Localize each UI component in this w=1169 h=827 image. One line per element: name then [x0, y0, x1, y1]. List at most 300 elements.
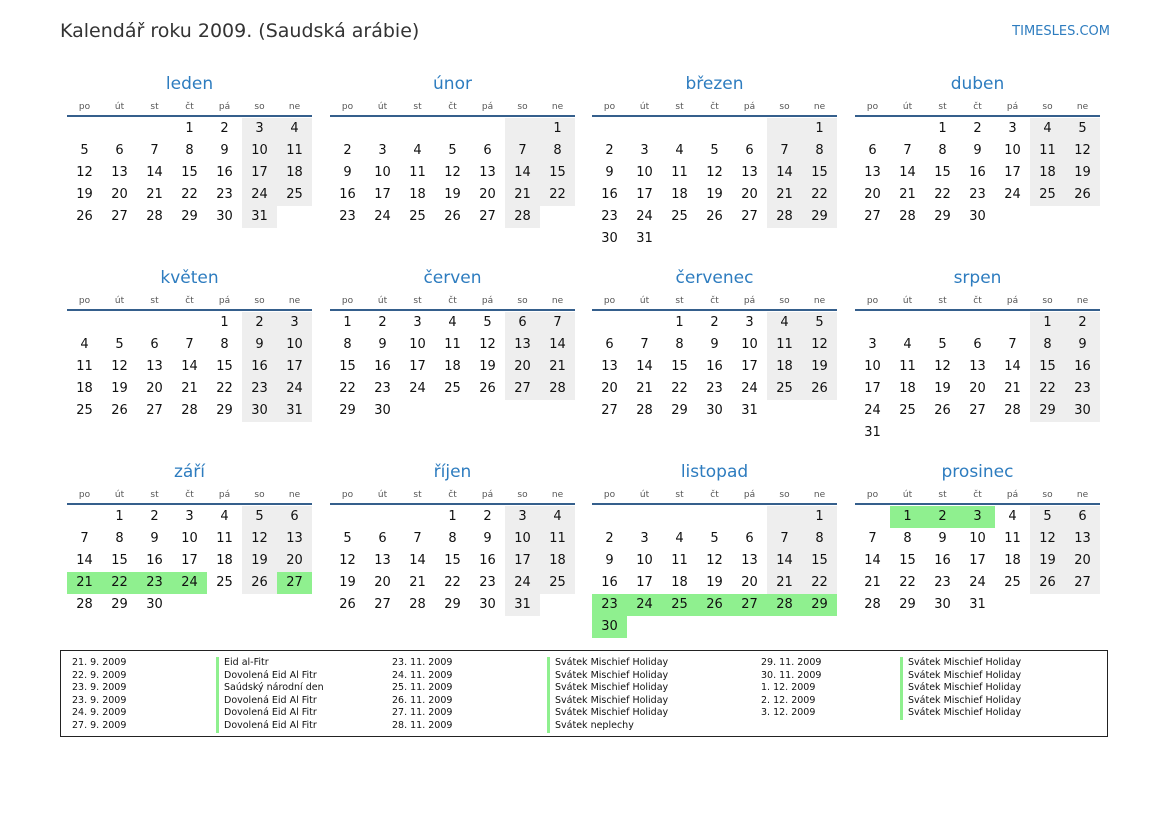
- day-cell: 13: [1065, 528, 1100, 550]
- day-cell: 25: [444, 381, 461, 396]
- day-cell: 28: [864, 597, 881, 612]
- weekday-header: [330, 101, 575, 117]
- day-cell: 29: [181, 209, 198, 224]
- holiday-date: 24. 11. 2009: [392, 669, 453, 681]
- holiday-day: 22: [102, 572, 137, 594]
- day-cell: 15: [540, 162, 575, 184]
- weekday-header: [855, 489, 1100, 505]
- day-cell: 28: [76, 597, 93, 612]
- day-cell: 5: [802, 312, 837, 334]
- day-cell: 11: [76, 359, 93, 374]
- day-cell: 20: [864, 187, 881, 202]
- day-cell: 2: [150, 509, 159, 524]
- weekday-label: ne: [288, 102, 301, 112]
- weekday-label: út: [902, 490, 913, 500]
- day-cell: 15: [671, 359, 688, 374]
- day-cell: 26: [242, 572, 277, 594]
- legend-row: [761, 707, 1022, 720]
- day-cell: 9: [343, 165, 352, 180]
- day-cell: 10: [409, 337, 426, 352]
- month-name: srpen: [953, 268, 1002, 288]
- legend-column: [761, 657, 1022, 720]
- day-cell: 24: [741, 381, 758, 396]
- weekday-label: čt: [973, 102, 982, 112]
- empty-cell: [855, 118, 890, 140]
- day-cell: 12: [802, 334, 837, 356]
- day-cell: 16: [969, 165, 986, 180]
- day-cell: 10: [1004, 143, 1021, 158]
- holiday-day: 30: [592, 616, 627, 638]
- day-cell: 11: [444, 337, 461, 352]
- day-cell: 22: [802, 184, 837, 206]
- holiday-date: 21. 9. 2009: [72, 657, 127, 668]
- day-cell: 3: [242, 118, 277, 140]
- day-cell: 20: [1065, 550, 1100, 572]
- day-cell: 7: [640, 337, 649, 352]
- day-cell: 19: [934, 381, 951, 396]
- day-cell: 6: [745, 531, 754, 546]
- day-cell: 16: [706, 359, 723, 374]
- day-cell: 27: [479, 209, 496, 224]
- day-grid: [330, 118, 575, 228]
- weekday-label: čt: [710, 102, 719, 112]
- weekday-label: ne: [551, 102, 564, 112]
- day-cell: 11: [277, 140, 312, 162]
- month-block: [592, 268, 837, 422]
- site-link[interactable]: TIMESLES.COM: [1012, 24, 1110, 39]
- day-cell: 16: [601, 575, 618, 590]
- day-cell: 18: [76, 381, 93, 396]
- holiday-date: 3. 12. 2009: [761, 707, 816, 719]
- day-cell: 4: [80, 337, 89, 352]
- empty-cell: [592, 506, 627, 528]
- day-cell: 28: [899, 209, 916, 224]
- day-cell: 8: [903, 531, 912, 546]
- day-cell: 14: [540, 334, 575, 356]
- day-cell: 16: [339, 187, 356, 202]
- day-cell: 30: [479, 597, 496, 612]
- day-cell: 4: [675, 531, 684, 546]
- day-cell: 21: [636, 381, 653, 396]
- day-cell: 14: [1004, 359, 1021, 374]
- holiday-name: Svátek Mischief Holiday: [547, 695, 668, 708]
- weekday-label: po: [866, 102, 879, 112]
- day-cell: 11: [1004, 531, 1021, 546]
- day-cell: 22: [899, 575, 916, 590]
- day-cell: 29: [444, 597, 461, 612]
- day-cell: 8: [802, 140, 837, 162]
- day-cell: 5: [448, 143, 457, 158]
- day-cell: 26: [76, 209, 93, 224]
- month-name: duben: [950, 74, 1005, 94]
- holiday-date: 25. 11. 2009: [392, 682, 453, 694]
- holiday-date: 23. 9. 2009: [72, 682, 127, 694]
- holiday-date: 28. 11. 2009: [392, 719, 453, 731]
- day-cell: 10: [181, 531, 198, 546]
- day-cell: 27: [374, 597, 391, 612]
- day-cell: 15: [339, 359, 356, 374]
- day-cell: 5: [1030, 506, 1065, 528]
- day-grid: [330, 312, 575, 422]
- weekday-label: út: [639, 102, 650, 112]
- holiday-day: 27: [277, 572, 312, 594]
- day-cell: 16: [146, 553, 163, 568]
- legend-row: [761, 682, 1022, 695]
- weekday-label: st: [150, 296, 159, 306]
- month-name: únor: [433, 74, 472, 94]
- empty-cell: [767, 118, 802, 140]
- day-cell: 17: [969, 553, 986, 568]
- day-cell: 18: [277, 162, 312, 184]
- day-cell: 25: [76, 403, 93, 418]
- weekday-label: po: [866, 490, 879, 500]
- day-cell: 10: [277, 334, 312, 356]
- day-cell: 1: [802, 506, 837, 528]
- empty-cell: [67, 118, 102, 140]
- weekday-label: pá: [481, 296, 494, 306]
- day-cell: 1: [1030, 312, 1065, 334]
- holiday-name: Eid al-Fitr: [216, 657, 269, 670]
- day-cell: 5: [80, 143, 89, 158]
- day-cell: 25: [767, 378, 802, 400]
- holiday-date: 23. 11. 2009: [392, 657, 453, 668]
- day-cell: 9: [378, 337, 387, 352]
- day-cell: 20: [374, 575, 391, 590]
- day-cell: 2: [242, 312, 277, 334]
- day-cell: 25: [1004, 575, 1021, 590]
- weekday-label: ne: [288, 490, 301, 500]
- day-cell: 6: [745, 143, 754, 158]
- weekday-label: so: [254, 102, 265, 112]
- empty-cell: [435, 118, 470, 140]
- empty-cell: [855, 506, 890, 528]
- day-cell: 13: [479, 165, 496, 180]
- day-cell: 29: [111, 597, 128, 612]
- day-cell: 24: [1004, 187, 1021, 202]
- day-cell: 2: [605, 143, 614, 158]
- day-cell: 21: [1004, 381, 1021, 396]
- day-cell: 3: [505, 506, 540, 528]
- day-cell: 20: [146, 381, 163, 396]
- day-cell: 13: [741, 553, 758, 568]
- empty-cell: [330, 118, 365, 140]
- day-cell: 24: [374, 209, 391, 224]
- day-cell: 24: [242, 184, 277, 206]
- day-cell: 10: [374, 165, 391, 180]
- day-cell: 31: [636, 231, 653, 246]
- day-cell: 11: [409, 165, 426, 180]
- day-cell: 26: [111, 403, 128, 418]
- day-cell: 4: [1008, 509, 1017, 524]
- day-cell: 5: [938, 337, 947, 352]
- day-cell: 18: [899, 381, 916, 396]
- day-cell: 5: [343, 531, 352, 546]
- weekday-label: st: [675, 296, 684, 306]
- day-cell: 3: [277, 312, 312, 334]
- day-cell: 26: [479, 381, 496, 396]
- day-cell: 9: [1065, 334, 1100, 356]
- day-cell: 4: [277, 118, 312, 140]
- day-cell: 8: [220, 337, 229, 352]
- weekday-header: [855, 295, 1100, 311]
- empty-cell: [102, 118, 137, 140]
- weekday-label: čt: [448, 296, 457, 306]
- day-cell: 16: [1065, 356, 1100, 378]
- day-cell: 19: [802, 356, 837, 378]
- holiday-date: 24. 9. 2009: [72, 707, 127, 719]
- day-cell: 6: [483, 143, 492, 158]
- day-cell: 8: [448, 531, 457, 546]
- day-cell: 23: [934, 575, 951, 590]
- day-cell: 24: [969, 575, 986, 590]
- weekday-label: út: [639, 296, 650, 306]
- weekday-label: ne: [551, 490, 564, 500]
- day-cell: 30: [601, 231, 618, 246]
- day-cell: 14: [409, 553, 426, 568]
- day-cell: 23: [479, 575, 496, 590]
- weekday-label: pá: [1006, 102, 1019, 112]
- day-cell: 7: [868, 531, 877, 546]
- day-cell: 25: [671, 209, 688, 224]
- day-cell: 21: [864, 575, 881, 590]
- day-cell: 27: [505, 378, 540, 400]
- day-cell: 31: [242, 206, 277, 228]
- empty-cell: [137, 118, 172, 140]
- day-cell: 12: [706, 553, 723, 568]
- day-cell: 4: [220, 509, 229, 524]
- day-cell: 23: [601, 209, 618, 224]
- day-cell: 5: [483, 315, 492, 330]
- weekday-label: st: [675, 102, 684, 112]
- day-grid: [330, 506, 575, 616]
- day-cell: 20: [111, 187, 128, 202]
- day-cell: 25: [540, 572, 575, 594]
- day-cell: 24: [409, 381, 426, 396]
- day-cell: 7: [540, 312, 575, 334]
- day-cell: 20: [969, 381, 986, 396]
- day-cell: 22: [339, 381, 356, 396]
- day-cell: 22: [444, 575, 461, 590]
- day-cell: 11: [540, 528, 575, 550]
- holiday-day: 3: [960, 506, 995, 528]
- day-cell: 28: [1004, 403, 1021, 418]
- empty-cell: [592, 118, 627, 140]
- empty-cell: [400, 506, 435, 528]
- day-cell: 22: [671, 381, 688, 396]
- legend-row: [392, 657, 669, 670]
- day-cell: 27: [146, 403, 163, 418]
- day-cell: 29: [1030, 400, 1065, 422]
- day-cell: 6: [150, 337, 159, 352]
- day-cell: 29: [899, 597, 916, 612]
- day-cell: 14: [76, 553, 93, 568]
- day-cell: 15: [216, 359, 233, 374]
- empty-cell: [890, 312, 925, 334]
- day-cell: 1: [675, 315, 684, 330]
- day-cell: 23: [706, 381, 723, 396]
- day-cell: 26: [444, 209, 461, 224]
- day-cell: 23: [374, 381, 391, 396]
- day-cell: 13: [277, 528, 312, 550]
- weekday-label: út: [114, 296, 125, 306]
- weekday-label: pá: [218, 296, 231, 306]
- day-cell: 27: [1065, 572, 1100, 594]
- weekday-label: út: [639, 490, 650, 500]
- day-cell: 3: [378, 143, 387, 158]
- day-cell: 4: [767, 312, 802, 334]
- month-name: listopad: [680, 462, 749, 482]
- weekday-label: po: [78, 490, 91, 500]
- holiday-day: 1: [890, 506, 925, 528]
- day-cell: 2: [605, 531, 614, 546]
- day-cell: 31: [505, 594, 540, 616]
- weekday-label: so: [779, 102, 790, 112]
- weekday-label: út: [377, 102, 388, 112]
- day-cell: 5: [710, 143, 719, 158]
- day-cell: 22: [1030, 378, 1065, 400]
- legend-row: [392, 682, 669, 695]
- day-cell: 1: [540, 118, 575, 140]
- weekday-label: čt: [973, 296, 982, 306]
- weekday-label: so: [779, 296, 790, 306]
- day-cell: 8: [675, 337, 684, 352]
- day-cell: 31: [864, 425, 881, 440]
- empty-cell: [855, 312, 890, 334]
- day-cell: 6: [277, 506, 312, 528]
- day-grid: [67, 506, 312, 616]
- weekday-label: ne: [813, 102, 826, 112]
- day-cell: 19: [706, 187, 723, 202]
- day-cell: 14: [864, 553, 881, 568]
- empty-cell: [627, 118, 662, 140]
- day-cell: 12: [479, 337, 496, 352]
- day-cell: 27: [969, 403, 986, 418]
- day-cell: 6: [605, 337, 614, 352]
- day-cell: 16: [479, 553, 496, 568]
- day-cell: 13: [864, 165, 881, 180]
- empty-cell: [732, 118, 767, 140]
- day-cell: 3: [640, 531, 649, 546]
- empty-cell: [365, 118, 400, 140]
- day-cell: 13: [741, 165, 758, 180]
- day-cell: 27: [864, 209, 881, 224]
- weekday-label: čt: [448, 490, 457, 500]
- day-cell: 13: [505, 334, 540, 356]
- day-cell: 28: [181, 403, 198, 418]
- day-cell: 22: [540, 184, 575, 206]
- month-name: březen: [685, 74, 744, 94]
- weekday-label: ne: [551, 296, 564, 306]
- day-cell: 12: [934, 359, 951, 374]
- holiday-date: 22. 9. 2009: [72, 669, 127, 681]
- day-cell: 30: [934, 597, 951, 612]
- holiday-date: 30. 11. 2009: [761, 669, 822, 681]
- day-cell: 13: [374, 553, 391, 568]
- holiday-name: Svátek Mischief Holiday: [547, 707, 668, 720]
- day-cell: 14: [899, 165, 916, 180]
- day-cell: 9: [220, 143, 229, 158]
- weekday-label: po: [341, 102, 354, 112]
- day-cell: 18: [767, 356, 802, 378]
- day-cell: 18: [540, 550, 575, 572]
- day-cell: 11: [767, 334, 802, 356]
- weekday-label: pá: [743, 296, 756, 306]
- month-block: [330, 462, 575, 616]
- month-name: červenec: [675, 268, 754, 288]
- day-cell: 29: [339, 403, 356, 418]
- holiday-name: Svátek Mischief Holiday: [900, 682, 1021, 695]
- day-cell: 18: [444, 359, 461, 374]
- month-name: říjen: [433, 462, 472, 482]
- day-cell: 7: [1008, 337, 1017, 352]
- day-cell: 6: [505, 312, 540, 334]
- day-cell: 9: [605, 553, 614, 568]
- day-grid: [67, 312, 312, 422]
- weekday-label: po: [866, 296, 879, 306]
- weekday-label: pá: [743, 490, 756, 500]
- legend-row: [72, 657, 269, 670]
- day-cell: 11: [671, 553, 688, 568]
- day-cell: 3: [640, 143, 649, 158]
- weekday-label: st: [413, 102, 422, 112]
- month-name: prosinec: [941, 462, 1014, 482]
- weekday-label: po: [78, 296, 91, 306]
- day-cell: 15: [1030, 356, 1065, 378]
- holiday-day: 27: [732, 594, 767, 616]
- day-cell: 25: [216, 575, 233, 590]
- day-cell: 12: [444, 165, 461, 180]
- month-block: [330, 268, 575, 422]
- day-cell: 27: [111, 209, 128, 224]
- weekday-header: [67, 101, 312, 117]
- weekday-label: st: [413, 296, 422, 306]
- day-cell: 5: [115, 337, 124, 352]
- day-cell: 26: [339, 597, 356, 612]
- legend-row: [392, 694, 669, 708]
- legend-row: [761, 694, 1022, 708]
- month-name: červen: [423, 268, 482, 288]
- day-cell: 19: [706, 575, 723, 590]
- month-block: [855, 74, 1100, 228]
- day-cell: 29: [671, 403, 688, 418]
- day-grid: [67, 118, 312, 228]
- day-cell: 7: [185, 337, 194, 352]
- day-cell: 18: [671, 187, 688, 202]
- day-cell: 5: [242, 506, 277, 528]
- day-cell: 4: [540, 506, 575, 528]
- weekday-header: [592, 101, 837, 117]
- day-cell: 7: [767, 528, 802, 550]
- day-cell: 10: [505, 528, 540, 550]
- day-cell: 26: [706, 209, 723, 224]
- day-grid: [592, 312, 837, 422]
- day-cell: 10: [636, 553, 653, 568]
- empty-cell: [697, 118, 732, 140]
- weekday-label: ne: [288, 296, 301, 306]
- holiday-name: Dovolená Eid Al Fitr: [216, 670, 317, 683]
- day-cell: 19: [111, 381, 128, 396]
- day-cell: 29: [802, 206, 837, 228]
- day-cell: 3: [185, 509, 194, 524]
- month-name: květen: [160, 268, 219, 288]
- day-cell: 17: [181, 553, 198, 568]
- day-cell: 16: [934, 553, 951, 568]
- weekday-label: ne: [813, 296, 826, 306]
- day-cell: 1: [802, 118, 837, 140]
- day-cell: 13: [969, 359, 986, 374]
- day-cell: 10: [741, 337, 758, 352]
- holiday-day: 2: [925, 506, 960, 528]
